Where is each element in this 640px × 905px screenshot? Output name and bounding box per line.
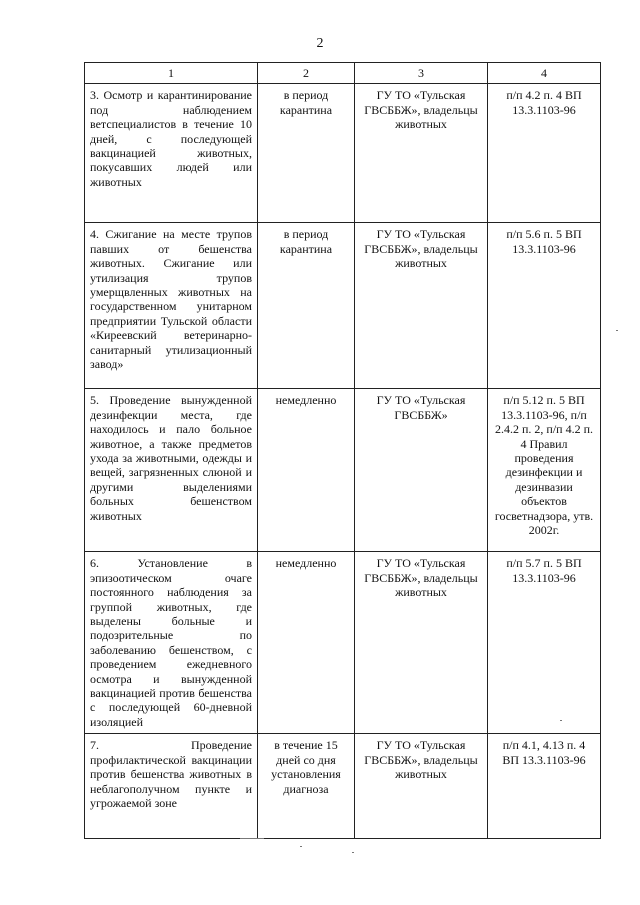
responsible-cell: ГУ ТО «Тульская ГВСББЖ», владельцы животных <box>355 734 488 839</box>
action-cell: 4. Сжигание на месте трупов павших от бешенства животных. Сжигание или утилизация трупов умерщвленных животных на государственном унитарном предприятии Тульской области «Киреевский ветеринарно-санитарный утилизационный завод» <box>85 223 258 389</box>
responsible-cell: ГУ ТО «Тульская ГВСББЖ», владельцы животных <box>355 552 488 734</box>
scan-speck <box>352 852 354 853</box>
table-row <box>85 552 601 734</box>
reference-cell: п/п 5.6 п. 5 ВП 13.3.1103-96 <box>488 223 601 389</box>
action-cell: 3. Осмотр и карантинирование под наблюдением ветспециалистов в течение 10 дней, с последующей вакцинацией животных, покусавших людей или животных <box>85 84 258 223</box>
responsible-cell: ГУ ТО «Тульская ГВСББЖ» <box>355 389 488 552</box>
page-number: 2 <box>316 36 324 51</box>
reference-cell: п/п 5.7 п. 5 ВП 13.3.1103-96 <box>488 552 601 734</box>
table-row <box>85 84 601 223</box>
scan-speck <box>616 330 618 331</box>
timing-cell: немедленно <box>258 552 355 734</box>
header-row <box>85 63 601 84</box>
responsible-cell: ГУ ТО «Тульская ГВСББЖ», владельцы животных <box>355 84 488 223</box>
responsible-cell: ГУ ТО «Тульская ГВСББЖ», владельцы животных <box>355 223 488 389</box>
table-row <box>85 223 601 389</box>
timing-cell: в период карантина <box>258 223 355 389</box>
action-cell: 6. Установление в эпизоотическом очаге постоянного наблюдения за группой животных, где выделены больные и подозрительные по заболеванию бешенством, с проведением ежедневного осмотра и вынужденной вакцинацией против бешенства с последующей 60-дневной изоляцией <box>85 552 258 734</box>
column-header: 3 <box>355 63 488 84</box>
action-cell: 5. Проведение вынужденной дезинфекции места, где находилось и пало больное животное, а также предметов ухода за животными, одежды и вещей, загрязненных слюной и другими выделениями больных бешенством животных <box>85 389 258 552</box>
scan-speck <box>240 838 264 839</box>
action-cell: 7. Проведение профилактической вакцинации против бешенства животных в неблагополучном пункте и угрожаемой зоне <box>85 734 258 839</box>
timing-cell: в период карантина <box>258 84 355 223</box>
table-row <box>85 734 601 839</box>
scan-speck <box>560 720 562 721</box>
reference-cell: п/п 5.12 п. 5 ВП 13.3.1103-96, п/п 2.4.2 п. 2, п/п 4.2 п. 4 Правил проведения дезинфекции и дезинвазии объектов госветнадзора, утв. 2002г. <box>488 389 601 552</box>
column-header: 1 <box>85 63 258 84</box>
timing-cell: в течение 15 дней со дня установления диагноза <box>258 734 355 839</box>
reference-cell: п/п 4.1, 4.13 п. 4 ВП 13.3.1103-96 <box>488 734 601 839</box>
measures-table <box>84 62 601 839</box>
scan-speck <box>300 846 302 847</box>
table-row <box>85 389 601 552</box>
reference-cell: п/п 4.2 п. 4 ВП 13.3.1103-96 <box>488 84 601 223</box>
timing-cell: немедленно <box>258 389 355 552</box>
column-header: 4 <box>488 63 601 84</box>
column-header: 2 <box>258 63 355 84</box>
